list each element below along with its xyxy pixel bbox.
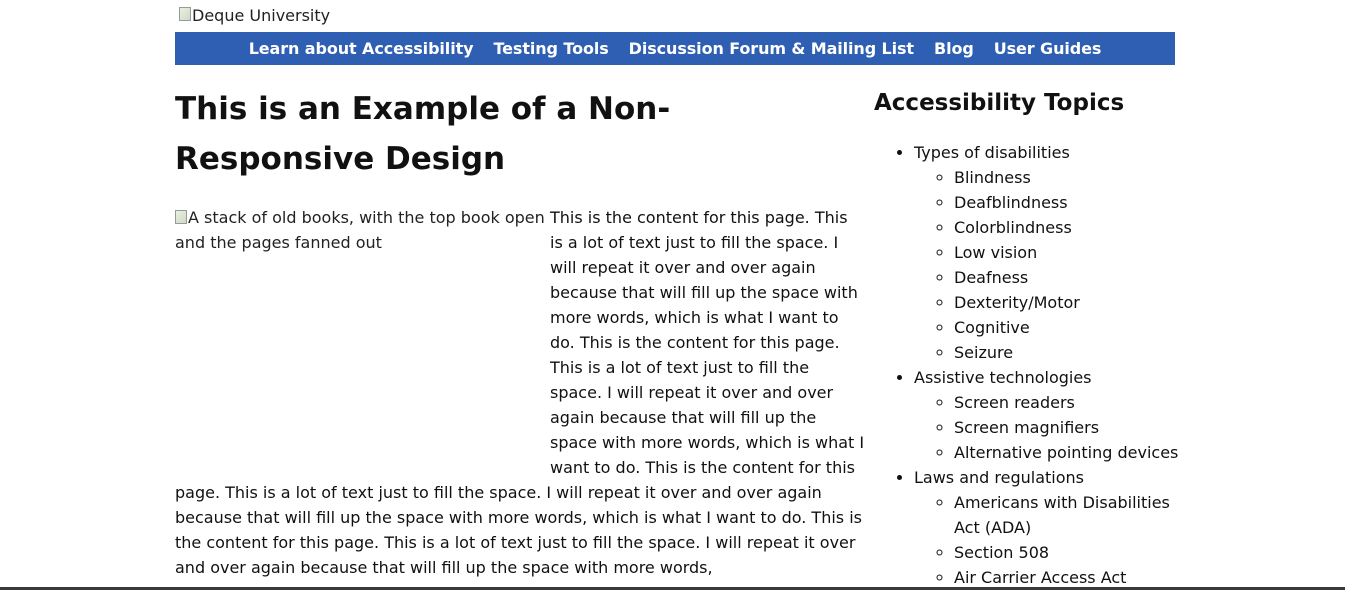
- main-content: [175, 205, 865, 580]
- topic-item-blindness: ◦ Blindness: [954, 165, 1184, 190]
- hero-image: [175, 205, 545, 480]
- topic-item-seizure: ◦ Seizure: [954, 340, 1184, 365]
- topic-sublist: [914, 165, 1184, 365]
- logo[interactable]: [179, 4, 330, 26]
- topic-item-cognitive: ◦ Cognitive: [954, 315, 1184, 340]
- topic-item-colorblindness: ◦ Colorblindness: [954, 215, 1184, 240]
- topic-group-assistive-technologies: [914, 365, 1184, 465]
- broken-image-icon: [175, 210, 187, 224]
- topic-item-dexterity-motor: ◦ Dexterity/Motor: [954, 290, 1184, 315]
- nav-link-blog[interactable]: Blog: [933, 39, 974, 58]
- topic-item-low-vision: ◦ Low vision: [954, 240, 1184, 265]
- topic-item-alternative-pointing-devices: ◦ Alternative pointing devices: [954, 440, 1184, 465]
- body-text: This is the content for this page. This is a lot of text just to fill the space. I will repeat it over and over again because that will fill up the space with more words, which is what I want to do. This is the content for this page. This is a lot of text just to fill the space. I will repeat it over and over again because that will fill up the space with more words, which is what I want to do. This is the content for this page. This is a lot of text just to fill the space. I will repeat it over and over again because that will fill up the space with more words, which is what I want to do. This is the content for this page. This is a lot of text just to fill the space. I will repeat it over and over again because that will fill up the space with more words,: [175, 208, 865, 577]
- nav-link-testing-tools[interactable]: Testing Tools: [493, 39, 609, 58]
- topic-item-ada: ◦ Americans with Disabilities Act (ADA): [954, 490, 1184, 540]
- topic-item-screen-readers: ◦ Screen readers: [954, 390, 1184, 415]
- page-title: This is an Example of a Non-Responsive Design: [175, 91, 671, 177]
- broken-image-icon: [179, 7, 191, 21]
- sidebar: [874, 84, 1184, 590]
- topic-group-label: Assistive technologies: [914, 368, 1092, 387]
- sidebar-title: Accessibility Topics: [874, 90, 1125, 116]
- topic-item-deafness: ◦ Deafness: [954, 265, 1184, 290]
- topic-sublist: [914, 490, 1184, 590]
- topic-item-section-508: ◦ Section 508: [954, 540, 1184, 565]
- topics-list: [874, 140, 1184, 590]
- main-navigation: [175, 32, 1175, 65]
- nav-link-discussion-forum[interactable]: Discussion Forum & Mailing List: [628, 39, 914, 58]
- logo-alt-text: Deque University: [192, 5, 331, 25]
- topic-item-deafblindness: ◦ Deafblindness: [954, 190, 1184, 215]
- topic-sublist: [914, 390, 1184, 465]
- topic-group-disabilities: [914, 140, 1184, 365]
- topic-item-air-carrier-access-act: ◦ Air Carrier Access Act: [954, 565, 1184, 590]
- nav-link-learn-about-accessibility[interactable]: Learn about Accessibility: [248, 39, 474, 58]
- topic-group-label: Laws and regulations: [914, 468, 1085, 487]
- topic-item-screen-magnifiers: ◦ Screen magnifiers: [954, 415, 1184, 440]
- nav-link-user-guides[interactable]: User Guides: [993, 39, 1102, 58]
- topic-group-laws: [914, 465, 1184, 590]
- hero-image-alt-text: A stack of old books, with the top book open and the pages fanned out: [175, 208, 545, 252]
- topic-group-label: Types of disabilities: [914, 143, 1070, 162]
